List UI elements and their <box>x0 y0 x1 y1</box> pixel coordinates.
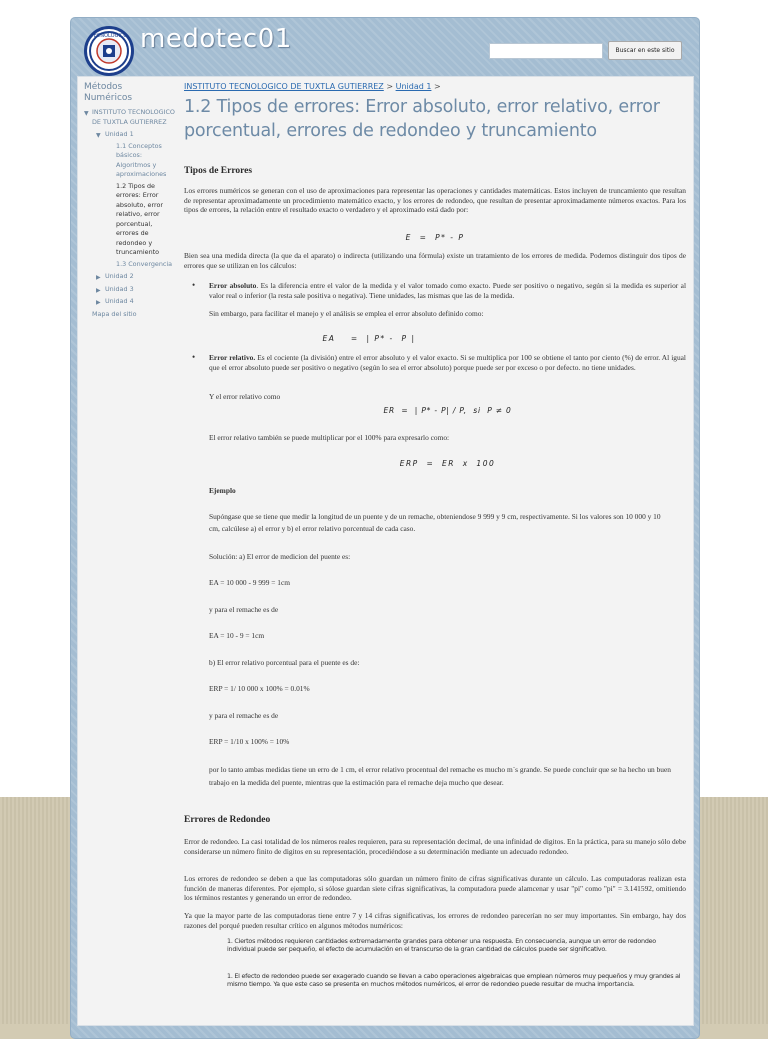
breadcrumb-separator: > <box>433 82 441 91</box>
bullet-icon: • <box>192 352 196 362</box>
paragraph-redondeo-1: Error de redondeo. La casi totalidad de los números reales requieren, para su representación decimal, de una infinidad de digitos. En la práctica, para su manejo sólo debe considerarse un número finito de digitos en su representación, procediéndose a su determinación mediante un adecuado redondeo. <box>184 837 686 856</box>
sidebar-item-label: 1.1 Conceptos básicos: Algoritmos y aproximaciones <box>116 141 167 178</box>
list-item-error-relativo <box>192 353 686 372</box>
breadcrumb-link-instituto[interactable]: INSTITUTO TECNOLOGICO DE TUXTLA GUTIERREZ <box>184 82 384 91</box>
sidebar-item-1-2-current[interactable] <box>84 182 176 258</box>
bullet-icon: • <box>192 280 196 290</box>
formula-erp: ERP = ER x 100 <box>399 459 496 468</box>
section-heading-tipos: Tipos de Errores <box>184 166 253 176</box>
sidebar-item-label: 1.2 Tipos de errores: Error absoluto, error relativo, error porcentual, errores de redondeo y truncamiento <box>116 181 163 256</box>
caret-down-icon[interactable]: ▼ <box>96 132 101 139</box>
search-input[interactable] <box>489 43 603 59</box>
paragraph-intro: Los errores numéricos se generan con el uso de aproximaciones para representar las operaciones y cantidades matemáticas. Estos incluyen de truncamiento que resultan de representar aproximadamente un procedimiento matemático exacto, y los errores de redondeo, que resultan de presentar aproximadamente números exactos. Para los tipos de errores, la relación entre el resultado exacto o verdadero y el aproximado está dado por: <box>184 186 686 214</box>
list-item-razon-1: 1. Ciertos métodos requieren cantidades extremadamente grandes para obtener una respuesta. En consecuencia, aunque un error de redondeo individual puede ser pequeño, el efecto de acumulación en el transcurso de la gran cantidad de cálculos puede ser significativo. <box>227 937 656 954</box>
caret-right-icon[interactable]: ▶ <box>96 274 101 281</box>
search-button[interactable]: Buscar en este sitio <box>608 41 682 60</box>
paragraph-medida: Bien sea una medida directa (la que da el aparato) o indirecta (utilizando una fórmula) existe un tratamiento de los errores de medida. Podemos distinguir dos tipos de errores que se utilizan en los cálculos: <box>184 251 686 270</box>
caret-right-icon[interactable]: ▶ <box>96 299 101 306</box>
paragraph-error-relativo-100: El error relativo también se puede multiplicar por el 100% para expresarlo como: <box>209 433 450 442</box>
sidebar-nav <box>84 82 176 319</box>
list-item-razon-2: 1. El efecto de redondeo puede ser exagerado cuando se llevan a cabo operaciones algebraicas que emplean números muy pequeños y muy grandes al mismo tiempo. Ya que este caso se presenta en muchos métodos numéricos, el error de redondeo puede resultar de mucha importancia. <box>227 972 681 989</box>
text-solucion: Solución: a) El error de medicion del puente es: <box>209 552 351 561</box>
logo-text: TECNOLÓGICO <box>90 33 128 39</box>
term-error-relativo: Error relativo. <box>209 353 256 362</box>
text-ea-puente: EA = 10 000 - 9 999 = 1cm <box>209 578 291 587</box>
sidebar-item-label: INSTITUTO TECNOLOGICO DE TUXTLA GUTIERREZ <box>92 108 175 126</box>
breadcrumb <box>184 82 686 92</box>
paragraph-error-relativo-como: Y el error relativo como <box>209 392 281 401</box>
sidebar-item-unidad-3[interactable] <box>84 285 176 295</box>
breadcrumb-link-unidad-1[interactable]: Unidad 1 <box>395 82 432 91</box>
definition-error-relativo: Es el cociente (la división) entre el error absoluto y el valor exacto. Si se multiplica por 100 se obtiene el tanto por ciento (%) de error. Al igual que el error absoluto puede ser positivo o negativo (según lo sea el error absoluto) porque puede ser por exceso o por defecto. no tiene unidades. <box>209 353 686 372</box>
sidebar-item-instituto[interactable] <box>84 108 176 127</box>
sidebar-item-label: Unidad 4 <box>105 297 134 305</box>
sidebar-item-label: Unidad 2 <box>105 272 134 280</box>
list-item-error-absoluto <box>192 281 686 300</box>
page-title: 1.2 Tipos de errores: Error absoluto, error relativo, error porcentual, errores de redondeo y truncamiento <box>184 97 660 141</box>
sidebar-item-unidad-2[interactable] <box>84 272 176 282</box>
paragraph-redondeo-2: Los errores de redondeo se deben a que las computadoras sólo guardan un número finito de cifras significativas durante un cálculo. Las computadoras realizan esta función de maneras diferentes. Por ejemplo, si sólose guardan siete cifras significativas, la computadora puede alamcenar y usar "pi" como "pi" = 3.141592, omitiendo los términos restantes y generando un error de redondeo. <box>184 874 686 902</box>
site-header <box>84 26 690 78</box>
sidebar-title[interactable]: Métodos Numéricos <box>84 82 133 103</box>
paragraph-conclusion: por lo tanto ambas medidas tiene un erro de 1 cm, el error relativo procentual del remache es mucho m´s grande. Se puede concluir que se ha hecho un buen trabajo en la medida del puente, mientras que la estimación para el remache deja mucho que desear. <box>209 765 671 787</box>
site-title[interactable]: medotec01 <box>140 24 292 54</box>
definition-error-absoluto: . Es la diferencia entre el valor de la medida y el valor tomado como exacto. Puede ser positivo o negativo, según si la medida es superior al valor real o inferior (la resta sale positiva o negativa). Tiene unidades, las mismas que las de la medida. <box>209 281 686 300</box>
text-b: b) El error relativo porcentual para el puente es de: <box>209 658 360 667</box>
sidebar-item-unidad-4[interactable] <box>84 297 176 307</box>
heading-ejemplo <box>209 486 236 496</box>
text-remache-1: y para el remache es de <box>209 605 279 614</box>
text-erp-puente: ERP = 1/ 10 000 x 100% = 0.01% <box>209 684 310 693</box>
caret-down-icon[interactable]: ▼ <box>84 110 89 117</box>
paragraph-ejemplo: Supóngase que se tiene que medir la longitud de un puente y de un remache, obteniendose 9 999 y 9 cm, respectivamente. Si los valores son 10 000 y 10 cm, calcúlese a) el error y b) el error relativo porcentual de cada caso. <box>209 512 661 533</box>
institute-logo-icon[interactable] <box>84 26 134 76</box>
sitemap-link[interactable]: Mapa del sitio <box>92 309 137 318</box>
sidebar-item-unidad-1[interactable] <box>84 130 176 140</box>
sidebar-item-1-1[interactable] <box>84 142 176 180</box>
paragraph-error-absoluto-definido: Sin embargo, para facilitar el manejo y el análisis se emplea el error absoluto definido como: <box>209 309 484 318</box>
text-remache-2: y para el remache es de <box>209 711 279 720</box>
caret-right-icon[interactable]: ▶ <box>96 286 101 294</box>
sidebar-item-label: Unidad 1 <box>105 130 134 138</box>
text-erp-remache: ERP = 1/10 x 100% = 10% <box>209 737 290 746</box>
formula-error: E = P* - P <box>405 233 465 242</box>
formula-ea: EA = | P* - P | <box>322 334 416 343</box>
breadcrumb-separator: > <box>386 82 394 91</box>
sidebar-item-label: 1.3 Convergencia <box>116 259 173 268</box>
ejemplo-label: Ejemplo <box>209 486 236 495</box>
main-content <box>184 82 686 143</box>
paragraph-redondeo-3: Ya que la mayor parte de las computadoras tiene entre 7 y 14 cifras significativas, los errores de redondeo parecerían no ser muy importantes. Sin embargo, hay dos razones del porqué pueden resultar crítico en algunos métodos numéricos: <box>184 911 686 930</box>
formula-er: ER = | P* - P| / P, si P ≠ 0 <box>383 406 512 415</box>
term-error-absoluto: Error absoluto <box>209 281 257 290</box>
section-heading-redondeo: Errores de Redondeo <box>184 815 271 825</box>
sidebar-item-label: Unidad 3 <box>105 284 134 293</box>
sidebar-item-1-3[interactable] <box>84 260 176 270</box>
text-ea-remache: EA = 10 - 9 = 1cm <box>209 631 265 640</box>
